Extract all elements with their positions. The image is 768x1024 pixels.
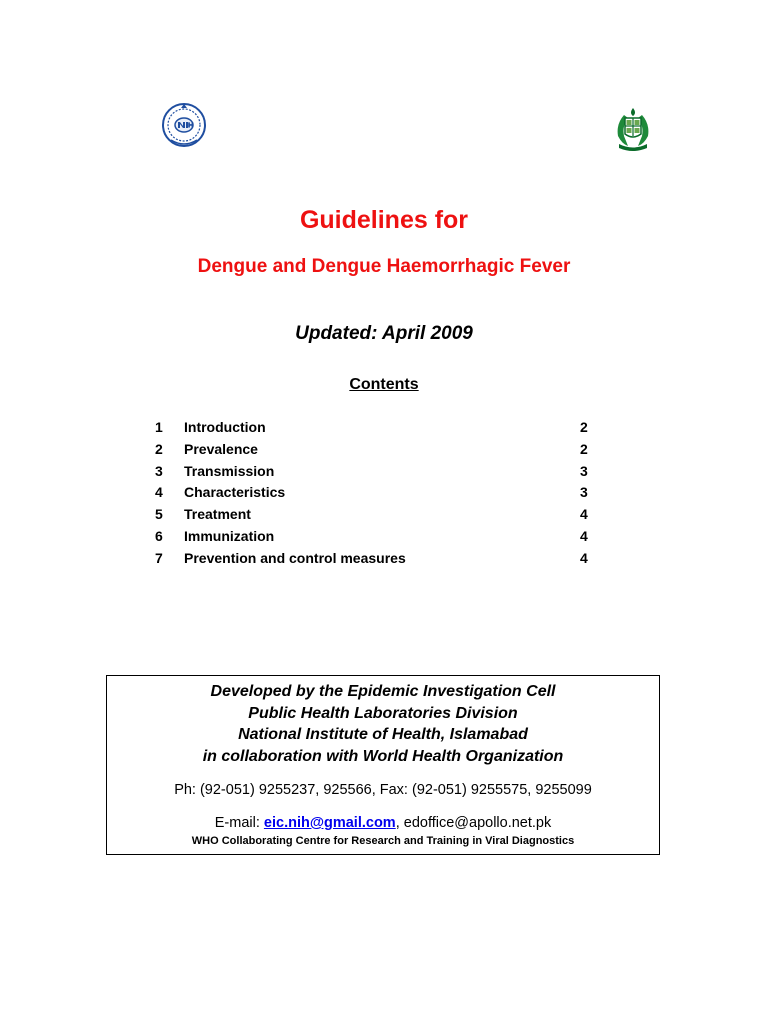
email-secondary: edoffice@apollo.net.pk [403, 815, 552, 831]
email-link-primary[interactable]: eic.nih@gmail.com [263, 815, 396, 831]
document-subtitle: Dengue and Dengue Haemorrhagic Fever [197, 256, 571, 277]
toc-item-title: Prevalence [184, 440, 258, 457]
nih-seal-icon [161, 102, 207, 148]
toc-item-title: Treatment [184, 506, 251, 523]
toc-item-number: 2 [155, 440, 163, 457]
toc-item-number: 7 [155, 549, 163, 566]
toc-item-immunization [155, 527, 595, 549]
pakistan-emblem-icon [610, 106, 656, 152]
toc-item-page: 2 [580, 419, 588, 435]
contents-heading: Contents [349, 376, 419, 393]
toc-item-prevalence [155, 440, 595, 462]
phone-fax-line: Ph: (92-051) 9255237, 925566, Fax: (92-051) 9255575, 9255099 [174, 782, 592, 798]
toc-item-number: 4 [155, 484, 163, 501]
toc-item-number: 3 [155, 462, 163, 479]
toc-item-page: 4 [580, 527, 588, 544]
developer-credits [107, 681, 659, 767]
toc-item-title: Introduction [184, 419, 266, 435]
table-of-contents [155, 418, 595, 571]
credit-line: National Institute of Health, Islamabad [238, 726, 528, 743]
updated-date: Updated: April 2009 [295, 323, 473, 344]
toc-item-characteristics [155, 483, 595, 505]
email-separator: , [395, 815, 404, 831]
email-label: E-mail: [214, 815, 264, 831]
who-collaborating-centre: WHO Collaborating Centre for Research and Training in Viral Diagnostics [191, 835, 575, 847]
toc-item-page: 4 [580, 549, 588, 566]
toc-item-introduction [155, 418, 595, 440]
toc-item-title: Transmission [184, 462, 275, 479]
toc-item-page: 3 [580, 462, 588, 479]
toc-item-page: 2 [580, 440, 588, 457]
toc-item-page: 3 [580, 484, 588, 501]
credit-line: in collaboration with World Health Organization [202, 747, 564, 765]
credits-box [106, 675, 660, 855]
toc-item-title: Immunization [184, 527, 275, 544]
toc-item-transmission [155, 462, 595, 484]
toc-item-prevention [155, 549, 595, 571]
toc-item-number: 1 [155, 419, 163, 435]
toc-item-page: 4 [580, 506, 588, 523]
toc-item-title: Characteristics [184, 484, 286, 501]
email-line [107, 814, 659, 832]
toc-item-number: 5 [155, 506, 163, 523]
toc-item-number: 6 [155, 527, 163, 544]
document-title: Guidelines for [299, 206, 469, 234]
credit-line: Developed by the Epidemic Investigation Cell [210, 683, 556, 700]
toc-item-treatment [155, 505, 595, 527]
toc-item-title: Prevention and control measures [184, 549, 406, 566]
credit-line: Public Health Laboratories Division [248, 704, 518, 722]
